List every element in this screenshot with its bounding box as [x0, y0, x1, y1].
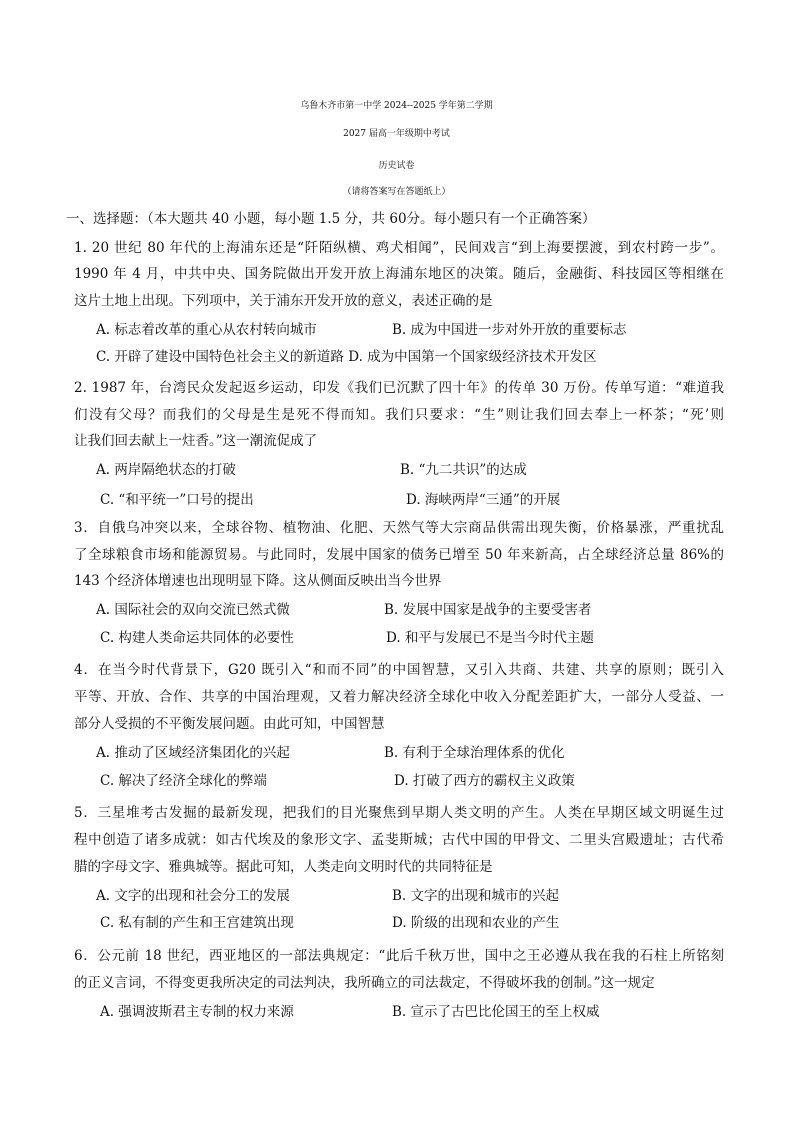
question-5-option-c[interactable]: C. 私有制的产生和王宫建筑出现: [100, 915, 294, 931]
question-3-line-2: 了全球粮食市场和能源贸易。与此同时，发展中国家的债务已增至 50 年来新高，占全球经济总量 86%的: [74, 547, 724, 563]
question-4-option-b[interactable]: B. 有利于全球治理体系的优化: [384, 745, 565, 761]
question-1-option-c-d[interactable]: C. 开辟了建设中国特色社会主义的新道路 D. 成为中国第一个国家级经济技术开发区: [96, 349, 597, 365]
question-4-line-1: 4．在当今时代背景下，G20 既引入“和而不同”的中国智慧，又引入共商、共建、共享的原则；既引入: [74, 662, 724, 678]
question-1-option-b[interactable]: B. 成为中国进一步对外开放的重要标志: [392, 322, 627, 338]
question-3-line-3: 143 个经济体增速也出现明显下降。这从侧面反映出当今世界: [74, 573, 442, 589]
question-5-line-1: 5．三星堆考古发掘的最新发现，把我们的目光聚焦到早期人类文明的产生。人类在早期区域文明诞生过: [74, 805, 724, 821]
question-2-option-a[interactable]: A. 两岸隔绝状态的打破: [96, 462, 236, 478]
question-2-line-1: 2. 1987 年，台湾民众发起返乡运动，印发《我们已沉默了四十年》的传单 30 万份。传单写道：“难道我: [74, 380, 724, 396]
question-1-line-3: 这片土地上出现。下列项中，关于浦东开发开放的意义，表述正确的是: [74, 293, 493, 309]
question-3-line-1: 3．自俄乌冲突以来，全球谷物、植物油、化肥、天然气等大宗商品供需出现失衡，价格暴涨，严重扰乱: [74, 520, 724, 536]
exam-title: 2027 届高一年级期中考试: [343, 129, 450, 139]
question-5-option-d[interactable]: D. 阶级的出现和农业的产生: [392, 915, 560, 931]
question-3-option-d[interactable]: D. 和平与发展已不是当今时代主题: [386, 630, 594, 646]
question-5-option-a[interactable]: A. 文字的出现和社会分工的发展: [96, 888, 290, 904]
question-2-option-b[interactable]: B. “九二共识”的达成: [400, 462, 527, 478]
question-5-line-2: 程中创造了诸多成就：如古代埃及的象形文字、孟斐斯城；古代中国的甲骨文、二里头宫殿遗址；古代希: [74, 832, 724, 848]
question-1-line-1: 1. 20 世纪 80 年代的上海浦东还是“阡陌纵横、鸡犬相闻”，民间戏言“到上海要摆渡，到农村跨一步”。: [74, 240, 724, 256]
question-4-line-3: 部分人受损的不平衡发展问题。由此可知，中国智慧: [74, 716, 385, 732]
question-6-option-b[interactable]: B. 宣示了古巴比伦国王的至上权威: [392, 1004, 600, 1020]
question-2-line-3: 让我们回去献上一炷香。”这一潮流促成了: [74, 433, 318, 449]
question-2-option-c[interactable]: C. “和平统一”口号的提出: [100, 492, 254, 508]
question-2-line-2: 们没有父母？而我们的父母是生是死不得而知。我们只要求：“生”则让我们回去奉上一杯茶；“死’则: [74, 407, 724, 423]
question-4-line-2: 平等、开放、合作、共享的中国治理观，又着力解决经济全球化中收入分配差距扩大，一部分人受益、一: [74, 689, 724, 705]
section-title: 一、选择题：（本大题共 40 小题，每小题 1.5 分，共 60分。每小题只有一个正确答案）: [66, 211, 596, 227]
question-1-option-a[interactable]: A. 标志着改革的重心从农村转向城市: [96, 322, 317, 338]
school-term-title: 乌鲁木齐市第一中学 2024--2025 学年第二学期: [300, 101, 493, 111]
question-3-option-a[interactable]: A. 国际社会的双向交流已然式微: [96, 602, 290, 618]
question-5-option-b[interactable]: B. 文字的出现和城市的兴起: [392, 888, 560, 904]
question-3-option-c[interactable]: C. 构建人类命运共同体的必要性: [100, 630, 294, 646]
question-6-line-1: 6．公元前 18 世纪，西亚地区的一部法典规定：“此后千秋万世，国中之王必遵从我在我的石柱上所铭刻: [74, 948, 724, 964]
answer-note: （请将答案写在答题纸上）: [342, 187, 451, 197]
question-4-option-c[interactable]: C. 解决了经济全球化的弊端: [100, 773, 267, 789]
question-1-line-2: 1990 年 4 月，中共中央、国务院做出开发开放上海浦东地区的决策。随后，金融街、科技园区等相继在: [74, 266, 724, 282]
question-6-option-a[interactable]: A. 强调波斯君主专制的权力来源: [100, 1004, 294, 1020]
question-2-option-d[interactable]: D. 海峡两岸“三通”的开展: [406, 492, 561, 508]
question-5-line-3: 腊的字母文字、雅典城等。据此可知，人类走向文明时代的共同特征是: [74, 859, 493, 875]
question-3-option-b[interactable]: B. 发展中国家是战争的主要受害者: [384, 602, 592, 618]
question-4-option-d[interactable]: D. 打破了西方的霸权主义政策: [394, 773, 575, 789]
subject-title: 历史试卷: [378, 161, 415, 171]
question-6-line-2: 的正义言词，不得变更我所决定的司法判决，我所确立的司法裁定，不得破坏我的创制。”这一规定: [74, 975, 655, 991]
question-4-option-a[interactable]: A. 推动了区域经济集团化的兴起: [96, 745, 290, 761]
